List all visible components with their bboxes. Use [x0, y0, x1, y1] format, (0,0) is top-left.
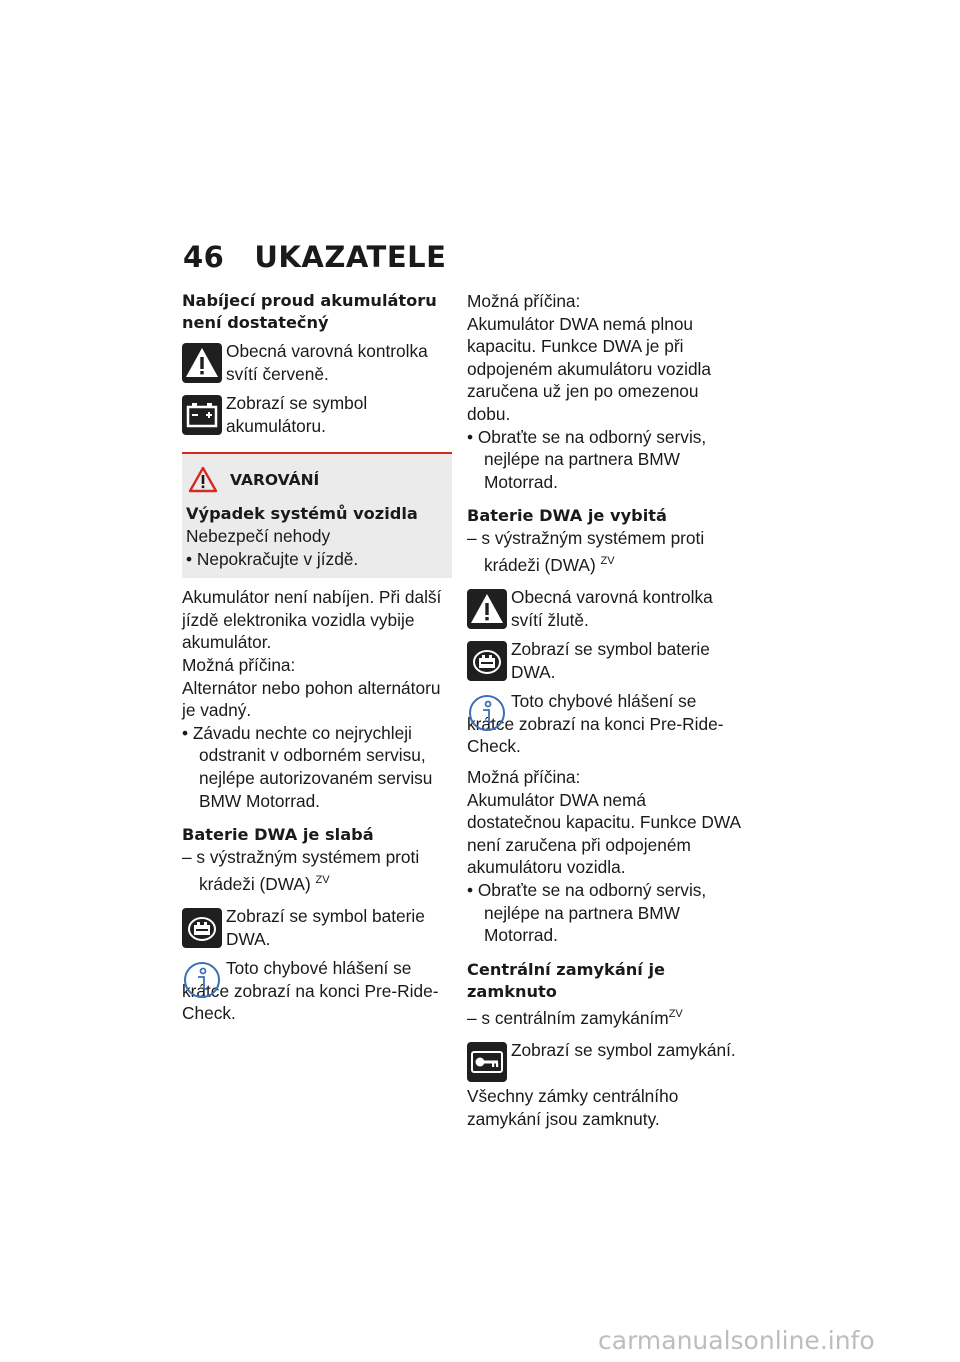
- body-text: Všechny zámky centrálního zamykání jsou zamknuty.: [467, 1086, 679, 1129]
- icon-row-general-warning: [182, 340, 452, 386]
- icon-row-general-warning: [467, 586, 742, 632]
- warning-line: Nebezpečí nehody: [186, 526, 331, 546]
- zv-superscript: ZV: [600, 554, 615, 567]
- cause-label: Možná příčina:: [467, 767, 581, 788]
- option-dash: [467, 1003, 742, 1029]
- watermark: carmanualsonline.info: [598, 1326, 875, 1355]
- option-text: – s centrálním zamykáním: [467, 1007, 669, 1028]
- icon-row-text: Zobrazí se symbol baterie DWA.: [511, 639, 710, 682]
- icon-row-lock: [467, 1039, 742, 1085]
- warning-triangle-icon: [467, 589, 507, 629]
- page-number: 46: [183, 240, 225, 274]
- dwa-battery-icon: [467, 641, 507, 681]
- icon-row-text: Obecná varovná kontrolka svítí žlutě.: [511, 587, 713, 630]
- option-text: – s výstražným systémem proti krádeži (DWA): [182, 847, 420, 894]
- icon-row-dwa-battery: [467, 638, 742, 684]
- right-column: [467, 290, 742, 1130]
- warning-bullet: • Nepokračujte v jízdě.: [186, 548, 359, 569]
- key-lock-icon: [467, 1042, 507, 1082]
- zv-superscript: ZV: [668, 1007, 683, 1020]
- action-bullet: • Obraťte se na odborný servis, nejlépe na partnera BMW Motorrad.: [467, 880, 707, 946]
- page-header: [183, 240, 446, 274]
- warning-triangle-icon: [182, 343, 222, 383]
- cause-label: Možná příčina:: [467, 291, 581, 311]
- cause-text: Akumulátor DWA nemá dostatečnou kapacitu. Funkce DWA není zaručena při odpojeném akumulátoru vozidla.: [467, 789, 741, 878]
- section-title-dwa-empty: Baterie DWA je vybitá: [467, 506, 667, 526]
- icon-row-text: Toto chybové hlášení se krátce zobrazí na konci Pre-Ride-Check.: [182, 958, 439, 1024]
- option-text: – s výstražným systémem proti krádeži (DWA): [467, 528, 705, 575]
- warning-subtitle: Výpadek systémů vozidla: [186, 504, 418, 523]
- option-dash: [467, 527, 742, 576]
- icon-row-info: [467, 690, 742, 758]
- info-icon: [182, 960, 222, 1000]
- icon-row-text: Zobrazí se symbol baterie DWA.: [226, 906, 425, 949]
- battery-icon: [182, 395, 222, 435]
- icon-row-text: Obecná varovná kontrolka svítí červeně.: [226, 341, 428, 384]
- action-bullet: • Závadu nechte co nejrychleji odstranit v odborném servisu, nejlépe autorizovaném servisu BMW Motorrad.: [182, 722, 433, 811]
- section-title-charging: Nabíjecí proud akumulátoru není dostatečný: [182, 291, 437, 332]
- option-dash: [182, 846, 452, 895]
- icon-row-dwa-battery: [182, 905, 452, 951]
- warning-title: VAROVÁNÍ: [230, 470, 320, 489]
- icon-row-text: Toto chybové hlášení se krátce zobrazí na konci Pre-Ride-Check.: [467, 691, 724, 757]
- icon-row-text: Zobrazí se symbol akumulátoru.: [226, 393, 368, 436]
- icon-row-battery: [182, 392, 452, 438]
- section-title-central-locking: Centrální zamykání je zamknuto: [467, 959, 665, 1001]
- cause-label: Možná příčina:: [182, 654, 296, 675]
- action-bullet: • Obraťte se na odborný servis, nejlépe na partnera BMW Motorrad.: [467, 426, 707, 492]
- dwa-battery-icon: [182, 908, 222, 948]
- warning-header: [188, 466, 448, 493]
- info-icon: [467, 693, 507, 733]
- warning-box: [182, 454, 452, 578]
- left-column: [182, 290, 452, 1025]
- cause-text: Alternátor nebo pohon alternátoru je vadný.: [182, 677, 441, 721]
- warning-triangle-icon: [188, 466, 218, 493]
- page-title: UKAZATELE: [254, 240, 447, 274]
- icon-row-info: [182, 957, 452, 1025]
- section-title-dwa-low: Baterie DWA je slabá: [182, 825, 374, 845]
- zv-superscript: ZV: [315, 873, 330, 886]
- icon-row-text: Zobrazí se symbol zamykání.: [511, 1040, 736, 1061]
- body-text: Akumulátor není nabíjen. Při další jízdě elektronika vozidla vybije akumulátor.: [182, 587, 442, 653]
- cause-text: Akumulátor DWA nemá plnou kapacitu. Funkce DWA je při odpojeném akumulátoru vozidla zaručena už jen po omezenou dobu.: [467, 313, 712, 424]
